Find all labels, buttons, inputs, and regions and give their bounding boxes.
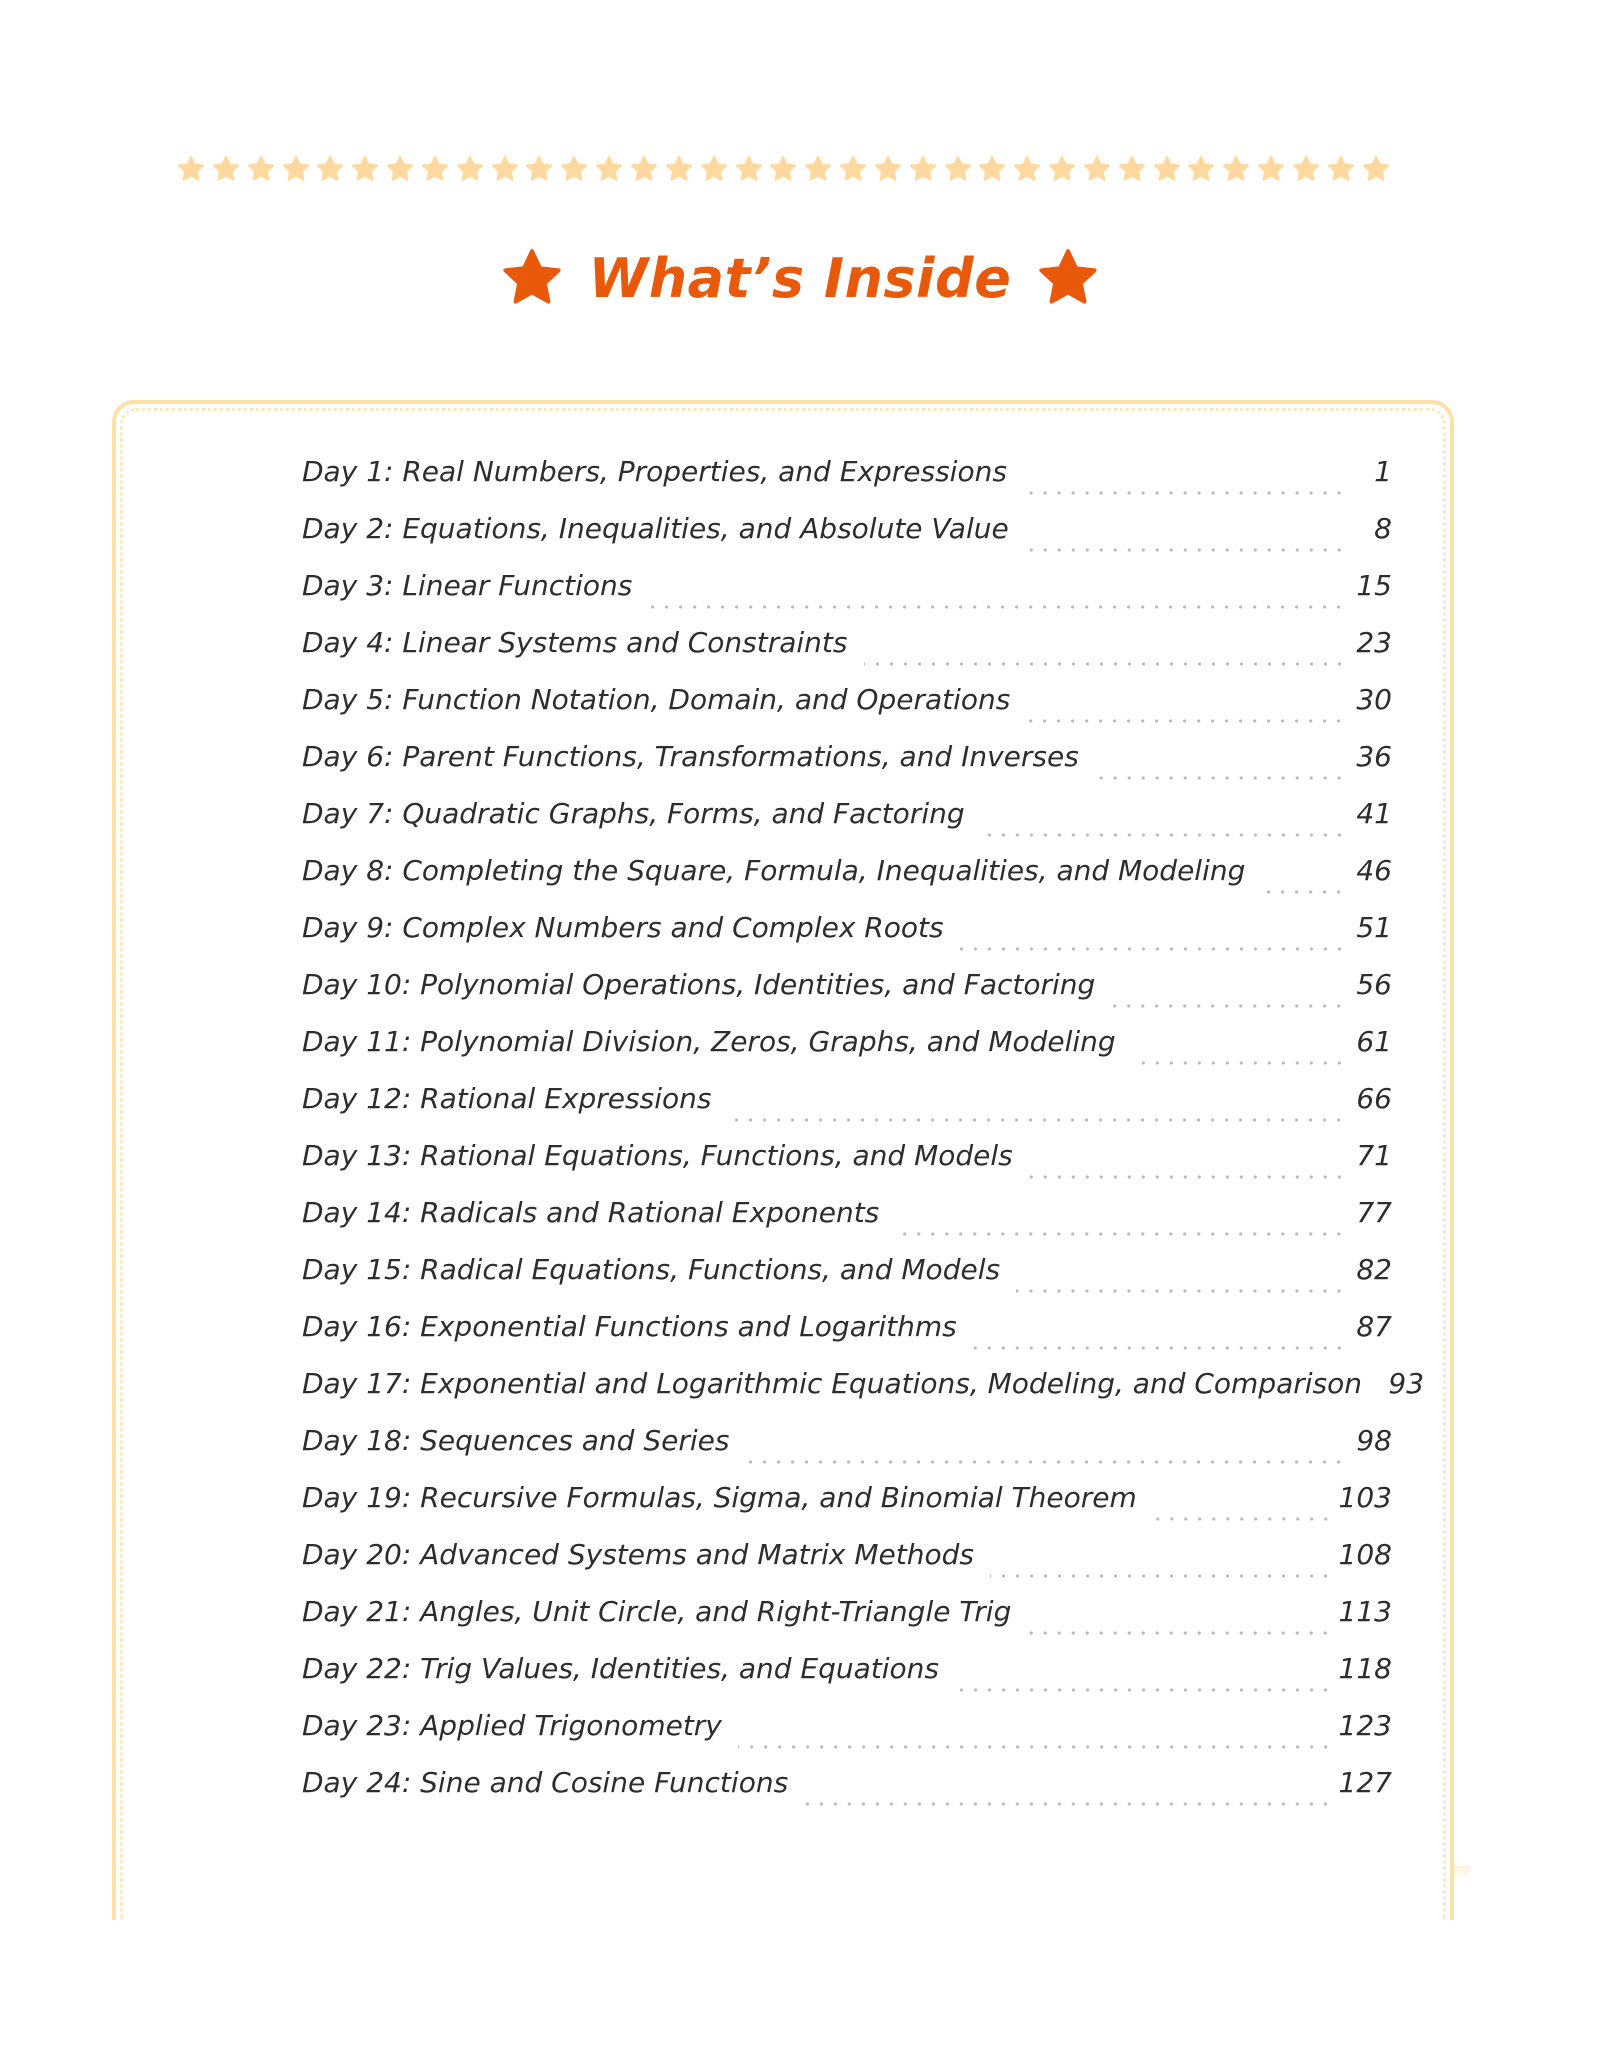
star-icon [908,154,938,184]
toc-entry-page-number: 87 [1356,1310,1392,1343]
toc-entry-title: Day 9: Complex Numbers and Complex Roots [302,911,944,944]
toc-entry-title: Day 7: Quadratic Graphs, Forms, and Factoring [302,797,965,830]
star-icon [1117,154,1147,184]
dot-leader [1132,1061,1346,1065]
dot-leader [955,1688,1333,1692]
star-icon [315,154,345,184]
toc-entry-page-number: 98 [1356,1424,1392,1457]
toc-entry-page-number: 51 [1356,911,1392,944]
toc-entry-title: Day 10: Polynomial Operations, Identities, and Factoring [302,968,1096,1001]
star-icon [176,154,206,184]
toc-entry-title: Day 23: Applied Trigonometry [302,1709,722,1742]
toc-entry[interactable] [302,797,1392,854]
star-icon [768,154,798,184]
star-icon [559,154,589,184]
star-icon [1221,154,1251,184]
star-icon [943,154,973,184]
toc-entry-page-number: 93 [1388,1367,1425,1400]
toc-entry-title: Day 21: Angles, Unit Circle, and Right-Triangle Trig [302,1595,1012,1628]
toc-entry[interactable] [302,1253,1392,1310]
toc-entry-page-number: 66 [1356,1082,1392,1115]
star-icon [1361,154,1391,184]
toc-entry[interactable] [302,854,1392,911]
toc-entry-page-number: 108 [1338,1538,1392,1571]
star-icon [420,154,450,184]
dot-leader [1029,1175,1346,1179]
star-icon [1152,154,1182,184]
star-icon [1047,154,1077,184]
toc-entry[interactable] [302,1139,1392,1196]
toc-entry-title: Day 13: Rational Equations, Functions, and Models [302,1139,1013,1172]
star-icon [873,154,903,184]
toc-entry-title: Day 5: Function Notation, Domain, and Operations [302,683,1011,716]
toc-entry-title: Day 15: Radical Equations, Functions, and Models [302,1253,1001,1286]
toc-entry-page-number: 61 [1356,1025,1392,1058]
decorative-star-strip [176,152,1391,186]
star-icon [699,154,729,184]
star-icon [734,154,764,184]
star-icon [664,154,694,184]
star-icon [499,245,565,311]
toc-entry-page-number: 46 [1356,854,1392,887]
dot-leader [960,947,1346,951]
toc-entry-title: Day 3: Linear Functions [302,569,633,602]
toc-entry[interactable] [302,911,1392,968]
star-icon [977,154,1007,184]
toc-entry-page-number: 103 [1338,1481,1392,1514]
star-icon [594,154,624,184]
toc-entry[interactable] [302,1310,1392,1367]
toc-entry-page-number: 36 [1356,740,1392,773]
dot-leader [1027,1631,1332,1635]
toc-entry[interactable] [302,1595,1392,1652]
dot-leader [1025,548,1346,552]
toc-entry[interactable] [302,569,1392,626]
toc-entry[interactable] [302,1481,1392,1538]
star-icon [211,154,241,184]
toc-entry-title: Day 20: Advanced Systems and Matrix Methods [302,1538,974,1571]
dot-leader [1023,491,1346,495]
toc-entry[interactable] [302,740,1392,797]
title-area [0,236,1600,320]
toc-entry[interactable] [302,1025,1392,1082]
toc-entry-title: Day 2: Equations, Inequalities, and Absolute Value [302,512,1009,545]
dot-leader [1016,1289,1346,1293]
toc-entry-page-number: 30 [1356,683,1392,716]
toc-entry-page-number: 41 [1356,797,1392,830]
page-title: What’s Inside [588,246,1012,310]
toc-entry-title: Day 19: Recursive Formulas, Sigma, and Binomial Theorem [302,1481,1137,1514]
table-of-contents [302,455,1425,1823]
star-icon [246,154,276,184]
toc-entry-title: Day 17: Exponential and Logarithmic Equations, Modeling, and Comparison [302,1367,1363,1400]
star-icon [1326,154,1356,184]
dot-leader [738,1745,1333,1749]
toc-entry[interactable] [302,1766,1392,1823]
dot-leader [1153,1517,1333,1521]
star-icon [1186,154,1216,184]
star-icon [1082,154,1112,184]
dot-leader [804,1802,1332,1806]
toc-entry[interactable] [302,1196,1392,1253]
toc-entry[interactable] [302,1652,1392,1709]
toc-entry[interactable] [302,968,1392,1025]
toc-entry[interactable] [302,1367,1425,1424]
toc-entry-title: Day 12: Rational Expressions [302,1082,712,1115]
star-icon [524,154,554,184]
toc-entry-title: Day 8: Completing the Square, Formula, Inequalities, and Modeling [302,854,1246,887]
dot-leader [745,1460,1346,1464]
dot-leader [1095,776,1346,780]
dot-leader [1111,1004,1346,1008]
toc-entry-page-number: 8 [1374,512,1392,545]
toc-entry[interactable] [302,683,1392,740]
star-icon [1291,154,1321,184]
dot-leader [1026,719,1346,723]
toc-entry-page-number: 15 [1356,569,1392,602]
star-icon [1012,154,1042,184]
toc-entry[interactable] [302,1424,1392,1481]
toc-entry-title: Day 6: Parent Functions, Transformations, and Inverses [302,740,1079,773]
toc-entry-page-number: 71 [1356,1139,1392,1172]
dot-leader [727,1118,1346,1122]
dot-leader [1261,890,1346,894]
toc-entry[interactable] [302,1709,1392,1766]
dot-leader [864,662,1347,666]
toc-entry-title: Day 18: Sequences and Series [302,1424,730,1457]
star-icon [281,154,311,184]
toc-entry-title: Day 1: Real Numbers, Properties, and Expressions [302,455,1007,488]
star-icon [350,154,380,184]
dot-leader [895,1232,1346,1236]
star-icon [385,154,415,184]
toc-entry-title: Day 24: Sine and Cosine Functions [302,1766,789,1799]
toc-entry-page-number: 123 [1338,1709,1392,1742]
star-icon [838,154,868,184]
toc-entry-title: Day 14: Radicals and Rational Exponents [302,1196,880,1229]
star-icon [1035,245,1101,311]
dot-leader [990,1574,1333,1578]
toc-entry-title: Day 16: Exponential Functions and Logarithms [302,1310,957,1343]
toc-entry-title: Day 22: Trig Values, Identities, and Equations [302,1652,940,1685]
toc-entry-page-number: 1 [1374,455,1392,488]
toc-entry-page-number: 127 [1338,1766,1392,1799]
toc-entry-page-number: 82 [1356,1253,1392,1286]
star-icon [455,154,485,184]
star-icon [803,154,833,184]
star-icon [629,154,659,184]
toc-entry-page-number: 23 [1356,626,1392,659]
toc-entry-page-number: 77 [1356,1196,1392,1229]
dot-leader [973,1346,1346,1350]
toc-entry-page-number: 56 [1356,968,1392,1001]
toc-entry[interactable] [302,1082,1392,1139]
toc-entry[interactable] [302,1538,1392,1595]
star-icon [490,154,520,184]
toc-entry-title: Day 11: Polynomial Division, Zeros, Graphs, and Modeling [302,1025,1116,1058]
toc-entry-page-number: 113 [1338,1595,1392,1628]
dot-leader [648,605,1346,609]
dot-leader [981,833,1346,837]
toc-entry[interactable] [302,512,1392,569]
toc-entry-title: Day 4: Linear Systems and Constraints [302,626,848,659]
toc-entry-page-number: 118 [1338,1652,1392,1685]
toc-entry[interactable] [302,455,1392,512]
toc-entry[interactable] [302,626,1392,683]
star-icon [1256,154,1286,184]
